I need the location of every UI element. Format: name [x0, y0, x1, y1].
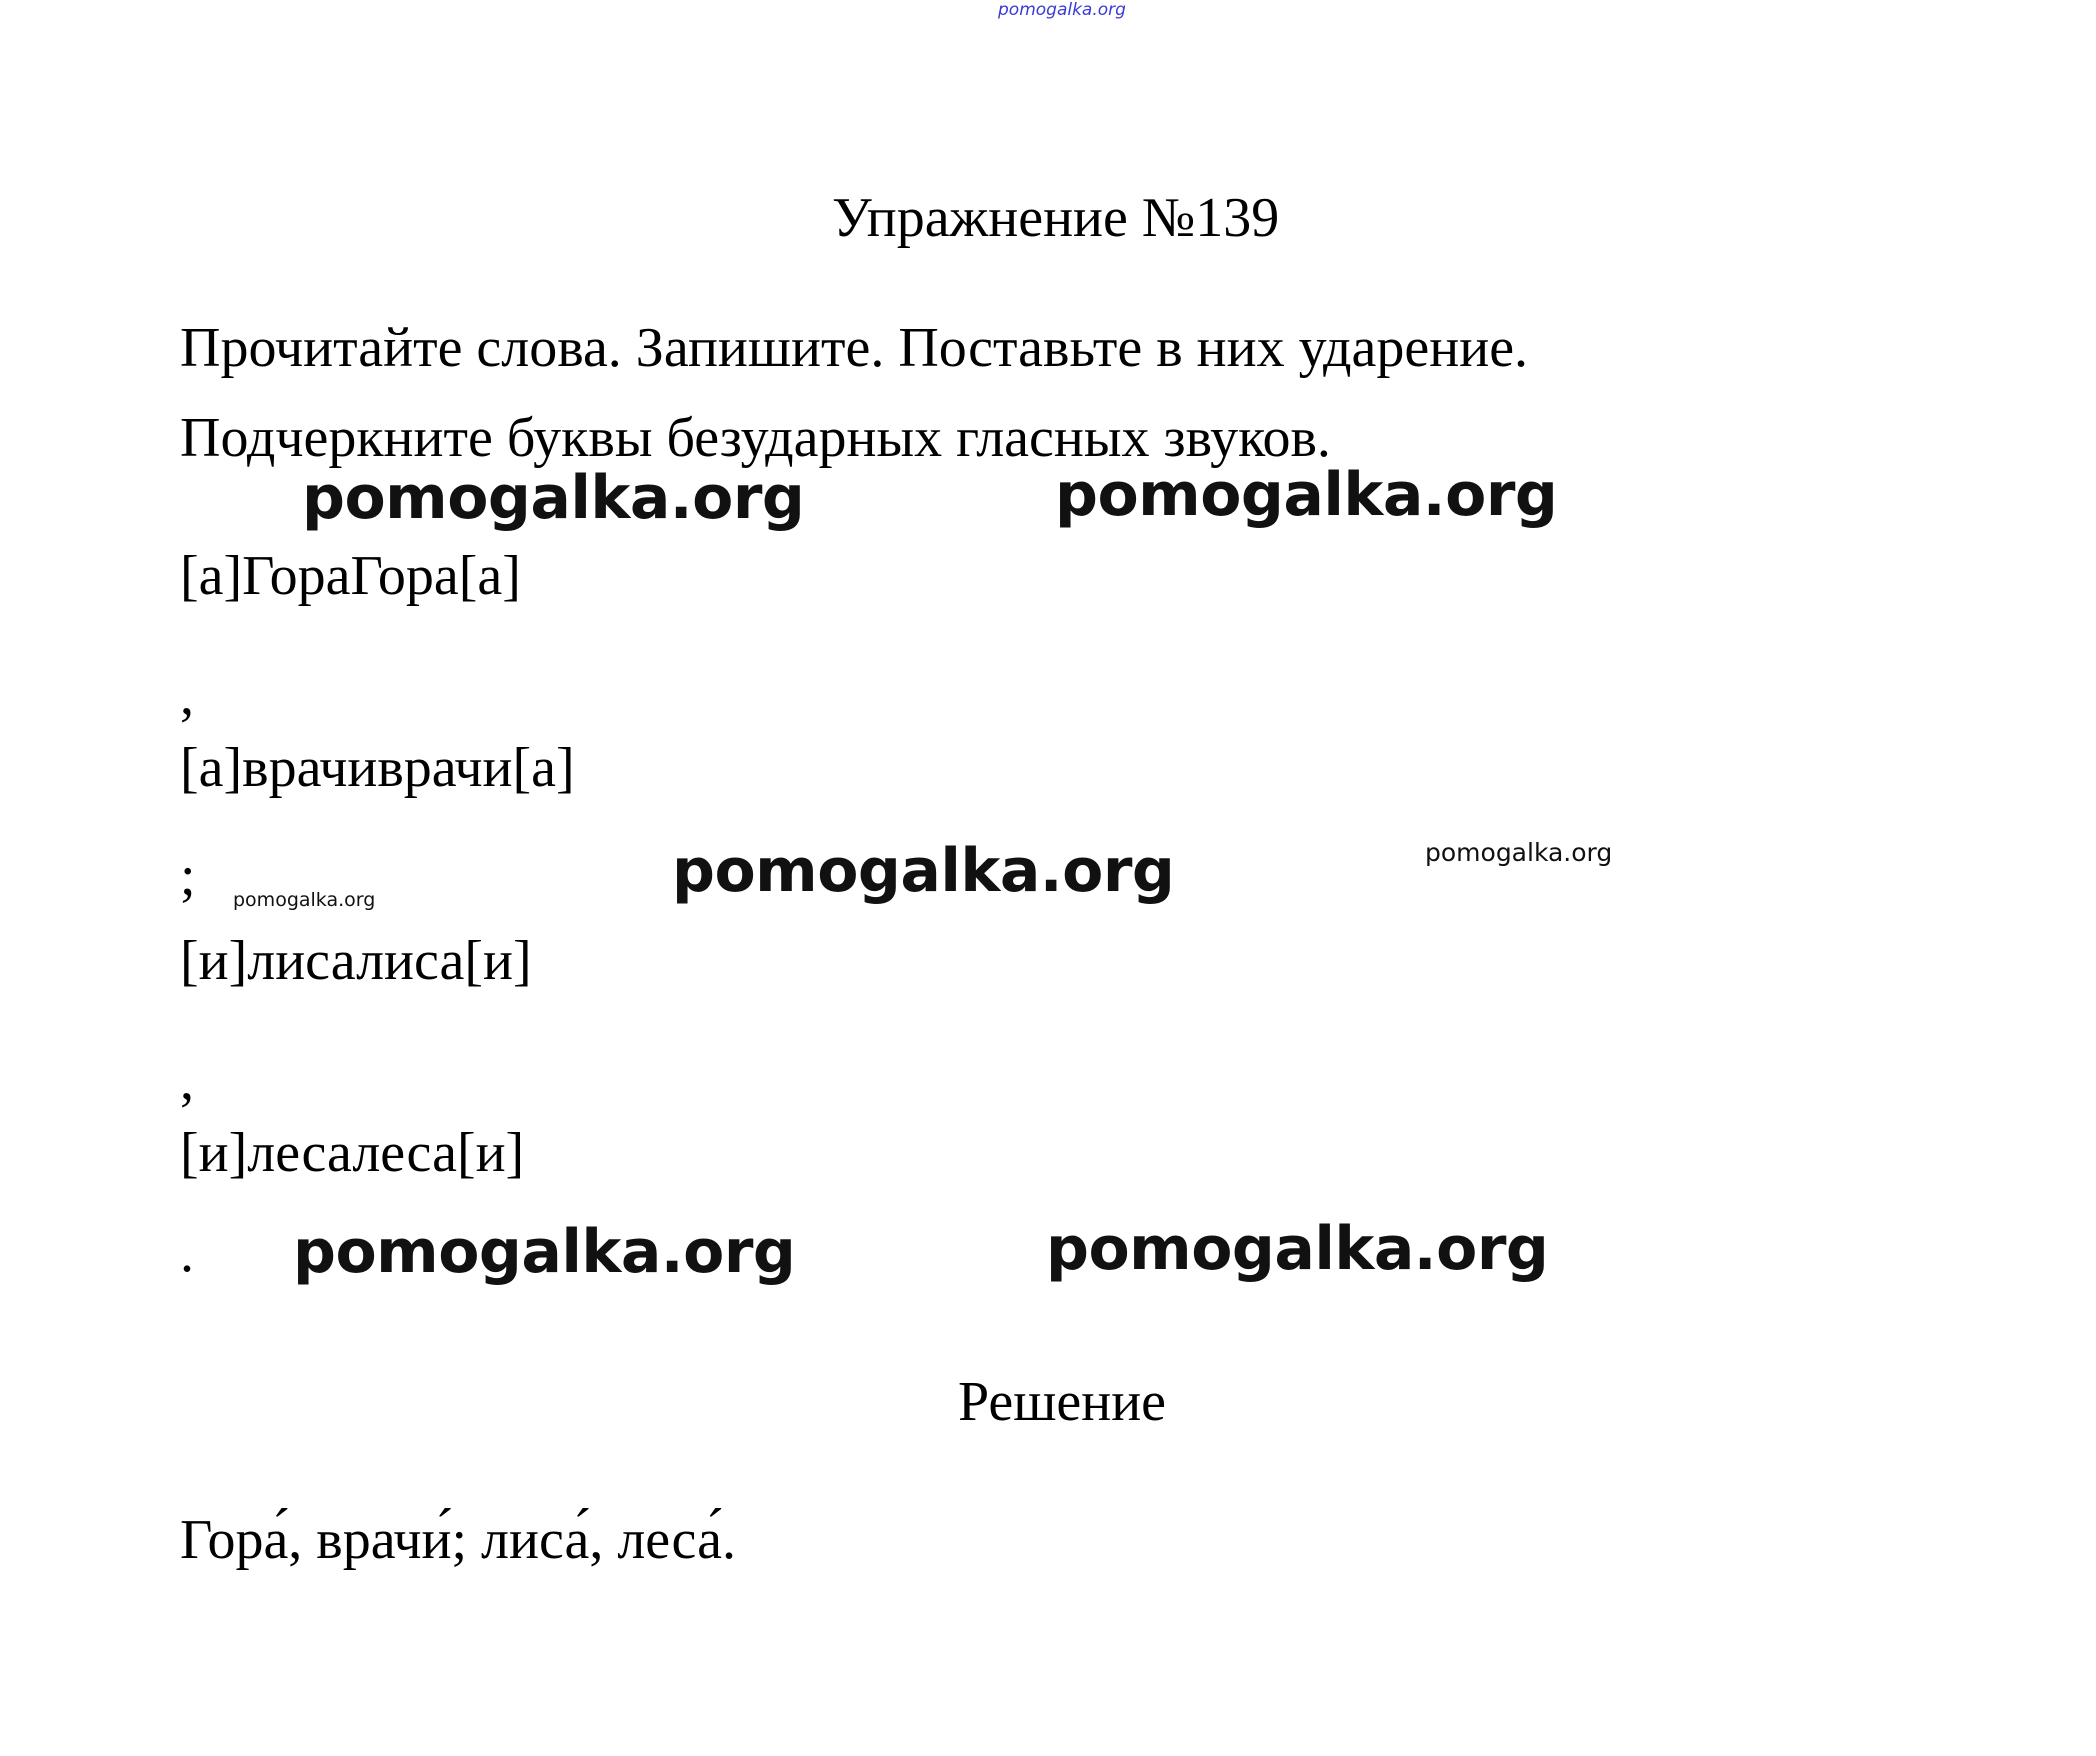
exercise-punct-semicolon: ;: [180, 845, 196, 907]
watermark-text: pomogalka.org: [1425, 838, 1613, 867]
exercise-punct-period: .: [180, 1222, 194, 1284]
exercise-line-lisa: [и]лисалиса[и]: [180, 930, 532, 992]
exercise-line-gora: [а]ГораГора[а]: [180, 545, 521, 607]
exercise-punct-comma-2: ,: [180, 1050, 194, 1112]
exercise-punct-comma-1: ,: [180, 665, 194, 727]
watermark-text: pomogalka.org: [672, 836, 1175, 906]
page-title: Упражнение №139: [832, 187, 1280, 249]
watermark-text: pomogalka.org: [293, 1217, 796, 1287]
watermark-text: pomogalka.org: [233, 889, 376, 911]
instruction-line-1: Прочитайте слова. Запишите. Поставьте в них ударение.: [180, 317, 1529, 379]
watermark-text: pomogalka.org: [302, 463, 805, 533]
instruction-line-2: Подчеркните буквы безударных гласных звуков.: [180, 407, 1331, 469]
header-watermark: pomogalka.org: [998, 0, 1126, 20]
solution-heading: Решение: [958, 1371, 1167, 1433]
exercise-line-lesa: [и]лесалеса[и]: [180, 1122, 525, 1184]
watermark-text: pomogalka.org: [1055, 460, 1558, 530]
exercise-line-vrachi: [а]врачиврачи[а]: [180, 737, 575, 799]
solution-text: Гора́, врачи́; лиса́, леса́.: [180, 1509, 736, 1571]
watermark-text: pomogalka.org: [1046, 1214, 1549, 1284]
